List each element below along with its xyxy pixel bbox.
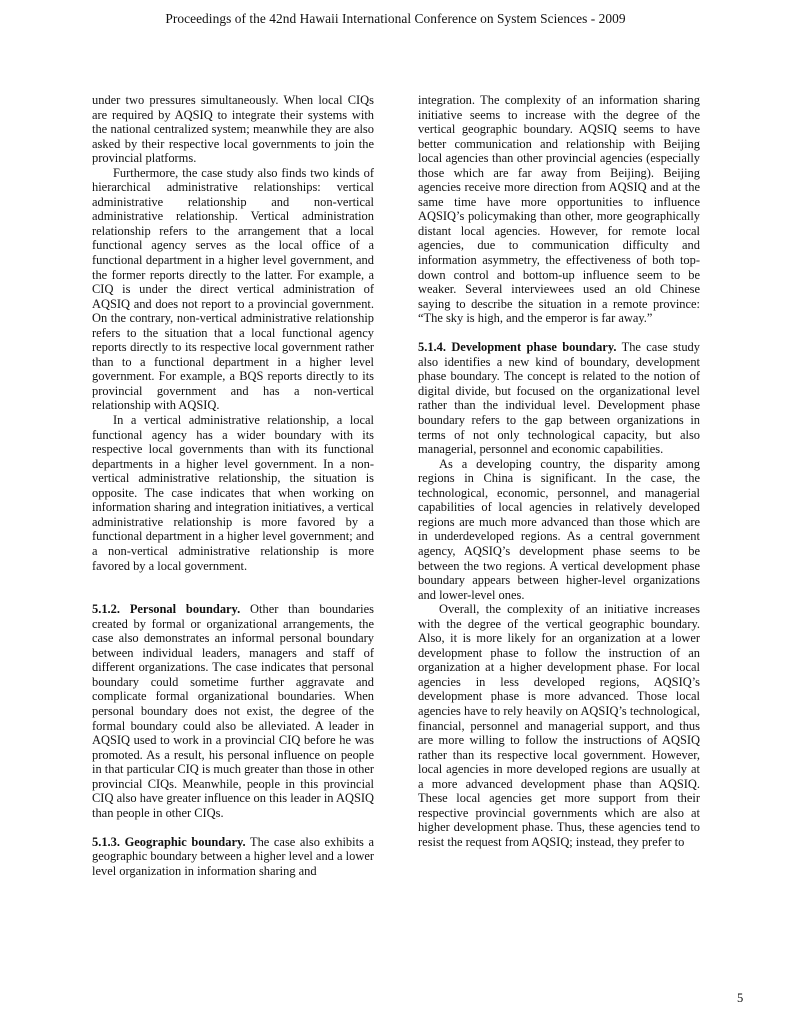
section-heading: 5.1.2. Personal boundary. [92,602,241,617]
paragraph: In a vertical administrative relationship, a local functional agency has a wider boundary with its respective local governments than with its functional departments in a higher level government. In a non-vertical administrative relationship, the situation is opposite. The case indicates that when working on information sharing and integration initiatives, a vertical administrative relationship is more favored by a functional department in a higher level government; and a non-vertical administrative relationship is more favored by a local government. [92,413,374,573]
section-heading: 5.1.3. Geographic boundary. [92,834,246,849]
conference-header: Proceedings of the 42nd Hawaii International Conference on System Sciences - 2009 [165,11,626,26]
paragraph: integration. The complexity of an information sharing initiative seems to increase with the degree of the vertical geographic boundary. AQSIQ seems to have better communication and relationship with Beijing local agencies than other provincial agencies (especially those which are far away from Beijing). Beijing agencies receive more direction from AQSIQ and at the same time have more opportunities to influence AQSIQ’s policymaking than other, more geographically distant local agencies. However, for remote local agencies, due to communication difficulty and information asymmetry, the effectiveness of both top-down control and bottom-up influence seem to be weaker. Several interviewees used an old Chinese saying to describe the situation in a remote province: “The sky is high, and the emperor is far away.” [418,93,700,326]
section-text: Other than boundaries created by formal or organizational arrangements, the case also demonstrates an informal personal boundary between individual leaders, managers and staff of different organizations. The case indicates that personal boundary could sometime further aggravate and complicate formal organizational boundaries. When personal boundary does not exist, the degree of the formal boundary could also be alleviated. A leader in AQSIQ used to work in a provincial CIQ before he was promoted. As a result, his personal influence on people in that particular CIQ is much greater than those in other provincial CIQs. Meanwhile, people in this provincial CIQ also have greater influence on this leader in AQSIQ than people in other CIQs. [92,602,374,820]
section-5-1-4 [418,340,700,456]
section-5-1-3 [92,835,374,879]
section-5-1-2 [92,602,374,820]
page-number: 5 [737,991,744,1005]
paragraph: Overall, the complexity of an initiative increases with the degree of the vertical geographic boundary. Also, it is more likely for an organization at a lower development phase to follow the instruction of an organization at a higher development phase. For local agencies in less developed regions, AQSIQ’s development phase is more advanced. Those local agencies have to rely heavily on AQSIQ’s technological, financial, personnel and managerial support, and thus are more willing to follow the instructions of AQSIQ rather than its respective local government. However, local agencies in more developed regions are usually at a more advanced development phase than AQSIQ. These local agencies get more support from their respective provincial governments which are also at higher development phase. Thus, these agencies tend to resist the request from AQSIQ; instead, they prefer to [418,602,700,849]
section-heading: 5.1.4. Development phase boundary. [418,340,617,355]
right-column [418,93,700,849]
paragraph: under two pressures simultaneously. When local CIQs are required by AQSIQ to integrate their systems with the national centralized system; meanwhile they are also asked by their respective local governments to join the provincial platforms. [92,93,374,166]
paragraph: As a developing country, the disparity among regions in China is significant. In the case, the technological, economic, personnel, and managerial capabilities of local agencies in relatively developed regions are much more advanced than those which are in underdeveloped regions. As a central government agency, AQSIQ’s development phase seems to be between the two regions. A vertical development phase boundary appears between higher-level organizations and lower-level ones. [418,456,700,602]
section-text: The case also exhibits a geographic boundary between a higher level and a lower level organization in information sharing and [92,834,374,878]
paragraph: Furthermore, the case study also finds two kinds of hierarchical administrative relationships: vertical administrative relationship and non-vertical administrative relationship. Vertical administration relationship refers to the arrangement that a local functional agency serves as the local office of a functional department in a higher level government, and the former reports directly to the latter. For example, a CIQ is under the direct vertical administration of AQSIQ and does not report to a provincial government. On the contrary, non-vertical administrative relationship refers to the situation that a local functional agency reports directly to its respective local government rather than to a functional department in a higher level government. For example, a BQS reports directly to its provincial government and has a non-vertical relationship with AQSIQ. [92,165,374,413]
left-column [92,93,374,879]
section-text: The case study also identifies a new kind of boundary, development phase boundary. The concept is related to the notion of digital divide, but focused on the organizational level rather than the individual level. Development phase boundary refers to the gap between organizations in terms of not only technological capacity, but also managerial, personnel and economic capabilities. [418,340,700,457]
